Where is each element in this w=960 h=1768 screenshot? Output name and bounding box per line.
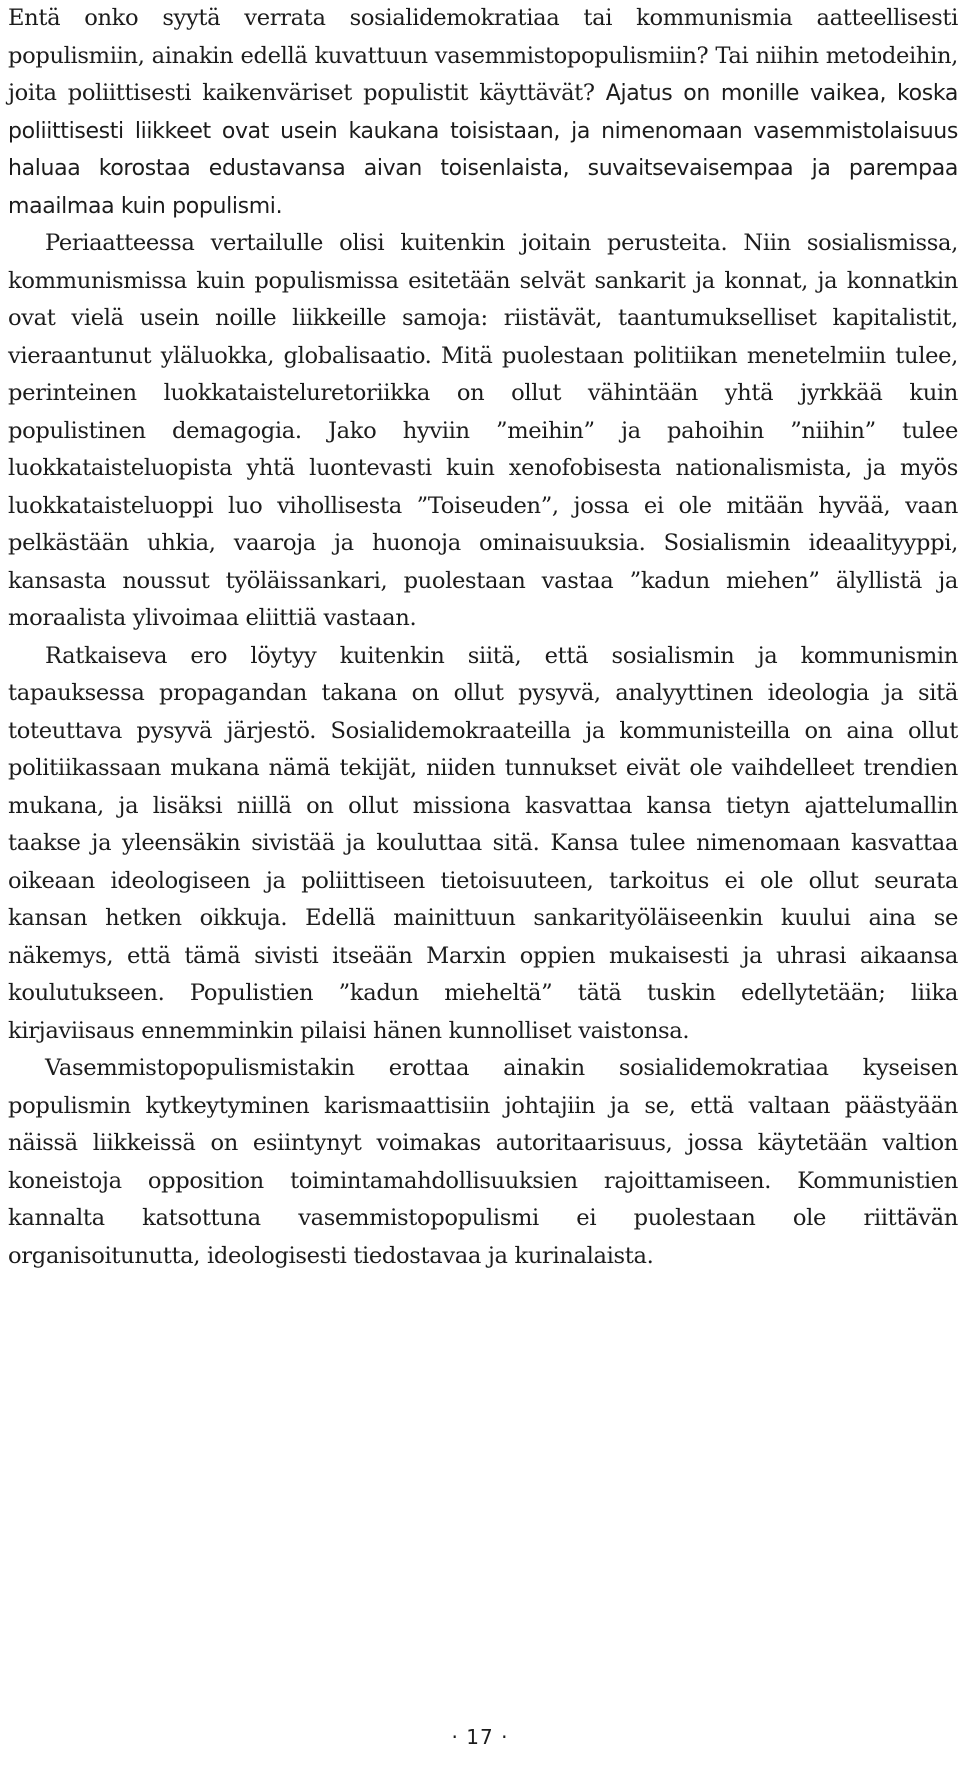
paragraph-1-serif-text: Entä onko syytä verrata sosialidemokratiaa tai kommunismia aatteellisesti populismiin, ainakin edellä kuvattuun vasemmistopopulismiin? Tai niihin metodeihin, joita poliittisesti kaikenväriset populistit käyttävät? (8, 5, 958, 106)
paragraph-4: Vasemmistopopulismistakin erottaa ainakin sosialidemokratiaa kyseisen populismin kytkeytyminen karismaattisiin johtajiin ja se, että valtaan päästyään näissä liikkeissä on esiintynyt voimakas autoritaarisuus, jossa käytetään valtion koneistoja opposition toimintamahdollisuuksien rajoittamiseen. Kommunistien kannalta katsottuna vasemmistopopulismi ei puolestaan ole riittävän organisoitunutta, ideologisesti tiedostavaa ja kurinalaista. (8, 1055, 958, 1269)
body-text (8, 0, 958, 1275)
paragraph-1 (8, 0, 958, 225)
page-number: · 17 · (451, 1725, 509, 1749)
paragraph-3: Ratkaiseva ero löytyy kuitenkin siitä, että sosialismin ja kommunismin tapauksessa propagandan takana on ollut pysyvä, analyyttinen ideologia ja sitä toteuttava pysyvä järjestö. Sosialidemokraateilla ja kommunisteilla on aina ollut politiikassaan mukana nämä tekijät, niiden tunnukset eivät ole vaihdelleet trendien mukana, ja lisäksi niillä on ollut missiona kasvattaa kansa tietyn ajattelumallin taakse ja yleensäkin sivistää ja kouluttaa sitä. Kansa tulee nimenomaan kasvattaa oikeaan ideologiseen ja poliittiseen tietoisuuteen, tarkoitus ei ole ollut seurata kansan hetken oikkuja. Edellä mainittuun sankarityöläiseenkin kuului aina se näkemys, että tämä sivisti itseään Marxin oppien mukaisesti ja uhrasi aikaansa koulutukseen. Populistien ”kadun mieheltä” tätä tuskin edellytetään; liika kirjaviisaus ennemminkin pilaisi hänen kunnolliset vaistonsa. (8, 642, 958, 1044)
paragraph-1-sans-text: Ajatus on monille vaikea, koska poliittisesti liikkeet ovat usein kaukana toisistaan, ja nimenomaan vasemmistolaisuus haluaa korostaa edustavansa aivan toisenlaista, suvaitsevaisempaa ja parempaa maailmaa kuin populismi. (8, 81, 959, 219)
paragraph-2: Periaatteessa vertailulle olisi kuitenkin joitain perusteita. Niin sosialismissa, kommunismissa kuin populismissa esitetään selvät sankarit ja konnat, ja konnatkin ovat vielä usein noille liikkeille samoja: riistävät, taantumukselliset kapitalistit, vieraantunut yläluokka, globalisaatio. Mitä puolestaan politiikan menetelmiin tulee, perinteinen luokkataisteluretoriikka on ollut vähintään yhtä jyrkkää kuin populistinen demagogia. Jako hyviin ”meihin” ja pahoihin ”niihin” tulee luokkataisteluopista yhtä luontevasti kuin xenofobisesta nationalismista, ja myös luokkataisteluoppi luo vihollisesta ”Toiseuden”, jossa ei ole mitään hyvää, vaan pelkästään uhkia, vaaroja ja huonoja ominaisuuksia. Sosialismin ideaalityyppi, kansasta noussut työläissankari, puolestaan vastaa ”kadun miehen” älyllistä ja moraalista ylivoimaa eliittiä vastaan. (8, 230, 958, 631)
